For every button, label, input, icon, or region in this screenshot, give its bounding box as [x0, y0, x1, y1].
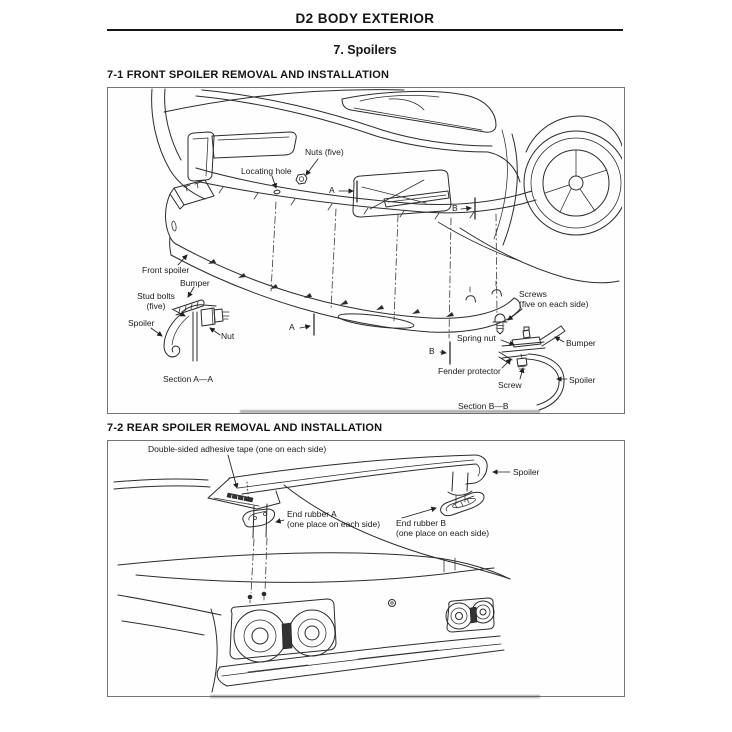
bumper-label-b: Bumper — [566, 338, 596, 348]
bumper-label-a: Bumper — [180, 278, 210, 288]
header-divider — [107, 29, 623, 31]
section-b-inset — [499, 326, 565, 410]
end-rubber-a-line2: (one place on each side) — [287, 519, 381, 530]
section-b-caption: Section B—B — [458, 401, 509, 411]
locating-hole-icon — [274, 190, 280, 194]
locating-hole-label: Locating hole — [241, 166, 292, 176]
nut-label: Nut — [221, 331, 235, 341]
scan-smudge-top — [240, 410, 540, 413]
screws-line2: (five on each side) — [519, 299, 589, 310]
section-marker-a-bottom: A — [289, 322, 295, 332]
screw-label: Screw — [498, 380, 522, 390]
nut-icon — [296, 174, 307, 184]
section-marker-a-top: A — [329, 185, 335, 195]
end-rubber-b-line1: End rubber B — [396, 518, 447, 528]
figure2-heading: 7-2 REAR SPOILER REMOVAL AND INSTALLATION — [107, 422, 383, 434]
scan-smudge-bottom — [210, 695, 540, 698]
spoiler-label-b: Spoiler — [569, 375, 596, 385]
stud-bolts-line2: (five) — [146, 301, 166, 312]
screw-icon — [493, 314, 507, 334]
end-rubber-b-label — [396, 518, 489, 539]
end-rubber-b-part — [441, 492, 484, 515]
section-marker-b-bottom: B — [429, 346, 435, 356]
spring-nut-label: Spring nut — [457, 333, 496, 343]
rear-spoiler-line-art — [108, 441, 622, 694]
stud-bolts-label — [130, 291, 182, 312]
front-spoiler-label: Front spoiler — [142, 265, 190, 275]
adhesive-tape-label: Double-sided adhesive tape (one on each side) — [148, 444, 327, 454]
end-rubber-a-label — [287, 509, 380, 530]
nuts-label: Nuts (five) — [305, 147, 344, 157]
stud-bolts-line1: Stud bolts — [137, 291, 175, 301]
end-rubber-b-line2: (one place on each side) — [396, 528, 490, 539]
page-title: D2 BODY EXTERIOR — [295, 11, 435, 26]
front-spoiler-diagram — [107, 87, 625, 414]
screws-line1: Screws — [519, 289, 547, 299]
section-title: 7. Spoilers — [333, 43, 397, 57]
spoiler-label-a: Spoiler — [128, 318, 155, 328]
rear-spoiler-diagram — [107, 440, 625, 697]
car-front-outline — [152, 89, 622, 283]
section-a-caption: Section A—A — [163, 374, 214, 384]
section-marker-b-top: B — [452, 203, 458, 213]
screws-label — [519, 289, 588, 310]
end-rubber-a-line1: End rubber A — [287, 509, 337, 519]
fender-protector-label: Fender protector — [438, 366, 501, 376]
figure1-heading: 7-1 FRONT SPOILER REMOVAL AND INSTALLATION — [107, 69, 390, 81]
end-rubber-a-part — [243, 509, 275, 527]
front-spoiler-line-art — [108, 88, 622, 411]
rear-spoiler-label: Spoiler — [513, 467, 540, 477]
section-cut-ticks — [314, 181, 475, 364]
